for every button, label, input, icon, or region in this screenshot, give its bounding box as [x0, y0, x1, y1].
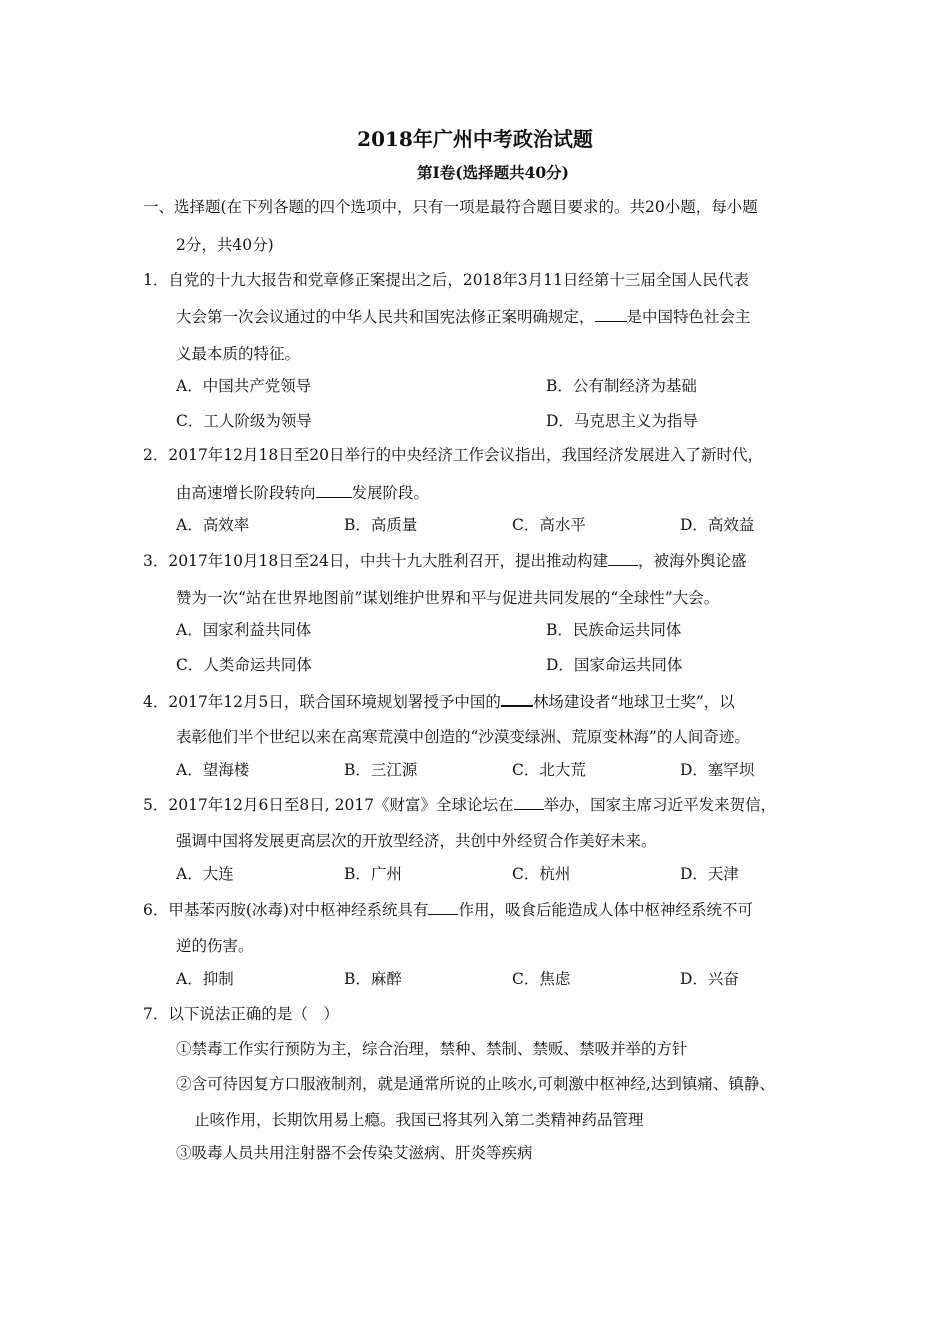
- question-2-option-a: A．高效率: [176, 516, 250, 534]
- question-5-option-c: C．杭州: [512, 865, 571, 883]
- question-3-option-c: C．人类命运共同体: [176, 656, 312, 674]
- question-1-option-d: D．马克思主义为指导: [546, 412, 698, 430]
- question-6-option-c: C．焦虑: [512, 970, 571, 988]
- question-3-text-a: 3．2017年10月18日至24日，中共十九大胜利召开，提出推动构建: [143, 552, 608, 570]
- question-6-option-a: A．抑制: [176, 970, 234, 988]
- question-7-statement-2-cont: 止咳作用，长期饮用易上瘾。我国已将其列入第二类精神药品管理: [194, 1111, 644, 1129]
- question-2-option-c: C．高水平: [512, 516, 586, 534]
- question-4-option-d: D．塞罕坝: [680, 761, 755, 779]
- answer-blank: [316, 482, 352, 498]
- question-6-line1: [143, 899, 753, 920]
- question-1-line1: 1．自党的十九大报告和党章修正案提出之后，2018年3月11日经第十三届全国人民代表: [143, 271, 749, 289]
- question-5-line1: [143, 794, 776, 815]
- question-3-option-a: A．国家利益共同体: [176, 621, 312, 639]
- question-5-line2: 强调中国将发展更高层次的开放型经济，共创中外经贸合作美好未来。: [176, 832, 657, 850]
- question-2-text-b: 发展阶段。: [351, 484, 430, 502]
- question-6-option-b: B．麻醉: [344, 970, 402, 988]
- question-3-line2: 赞为一次“站在世界地图前”谋划维护世界和平与促进共同发展的“全球性”大会。: [176, 589, 720, 607]
- section-instructions-line1: 一、选择题(在下列各题的四个选项中，只有一项是最符合题目要求的。共20小题，每小题: [143, 198, 758, 216]
- question-1-option-a: A．中国共产党领导: [176, 377, 312, 395]
- question-1-text-a: 大会第一次会议通过的中华人民共和国宪法修正案明确规定，: [176, 308, 595, 326]
- answer-blank: [608, 550, 638, 566]
- question-4-text-a: 4．2017年12月5日，联合国环境规划署授予中国的: [143, 693, 501, 711]
- question-2-line2: [176, 482, 429, 503]
- question-4-line2: 表彰他们半个世纪以来在高寒荒漠中创造的“沙漠变绿洲、荒原变林海”的人间奇迹。: [176, 728, 750, 746]
- question-5-text-b: 举办，国家主席习近平发来贺信，: [543, 796, 777, 814]
- question-7-statement-2: ②含可待因复方口服液制剂，就是通常所说的止咳水,可刺激中枢神经,达到镇痛、镇静、: [176, 1075, 775, 1093]
- page-subtitle: 第I卷(选择题共40分): [417, 163, 569, 182]
- page-title: 2018年广州中考政治试题: [357, 127, 593, 151]
- question-4-text-b: 林场建设者“地球卫士奖”，以: [532, 693, 735, 711]
- question-3-text-b: ，被海外舆论盛: [637, 552, 747, 570]
- answer-blank: [501, 690, 533, 707]
- question-1-line3: 义最本质的特征。: [176, 345, 301, 363]
- question-2-line1: 2．2017年12月18日至20日举行的中央经济工作会议指出，我国经济发展进入了新时代，: [143, 446, 763, 464]
- question-3-option-b: B．民族命运共同体: [546, 621, 682, 639]
- question-7-statement-3: ③吸毒人员共用注射器不会传染艾滋病、肝炎等疾病: [176, 1144, 533, 1162]
- question-3-option-d: D．国家命运共同体: [546, 656, 683, 674]
- question-7-statement-1: ①禁毒工作实行预防为主，综合治理，禁种、禁制、禁贩、禁吸并举的方针: [176, 1040, 688, 1058]
- question-6-option-d: D．兴奋: [680, 970, 739, 988]
- question-5-text-a: 5．2017年12月6日至8日, 2017《财富》全球论坛在: [143, 796, 514, 814]
- answer-blank: [514, 794, 544, 810]
- question-5-option-a: A．大连: [176, 865, 234, 883]
- question-7-line1: 7．以下说法正确的是（ ）: [143, 1005, 339, 1023]
- question-1-option-b: B．公有制经济为基础: [546, 377, 697, 395]
- question-1-text-b: 是中国特色社会主: [626, 308, 751, 326]
- question-3-line1: [143, 550, 747, 571]
- question-4-option-a: A．望海楼: [176, 761, 250, 779]
- question-1-line2: [176, 306, 751, 327]
- question-5-option-b: B．广州: [344, 865, 402, 883]
- question-6-line2: 逆的伤害。: [176, 937, 254, 955]
- answer-blank: [595, 306, 627, 322]
- section-instructions-line2: 2分，共40分): [176, 236, 274, 254]
- question-2-option-b: B．高质量: [344, 516, 418, 534]
- question-1-option-c: C．工人阶级为领导: [176, 412, 312, 430]
- question-2-option-d: D．高效益: [680, 516, 755, 534]
- question-4-option-b: B．三江源: [344, 761, 418, 779]
- answer-blank: [428, 899, 458, 915]
- question-4-option-c: C．北大荒: [512, 761, 586, 779]
- question-5-option-d: D．天津: [680, 865, 739, 883]
- question-6-text-b: 作用，吸食后能造成人体中枢神经系统不可: [458, 901, 753, 919]
- question-4-line1: [143, 690, 735, 712]
- question-6-text-a: 6．甲基苯丙胺(冰毒)对中枢神经系统具有: [143, 901, 429, 919]
- question-2-text-a: 由高速增长阶段转向: [176, 484, 316, 502]
